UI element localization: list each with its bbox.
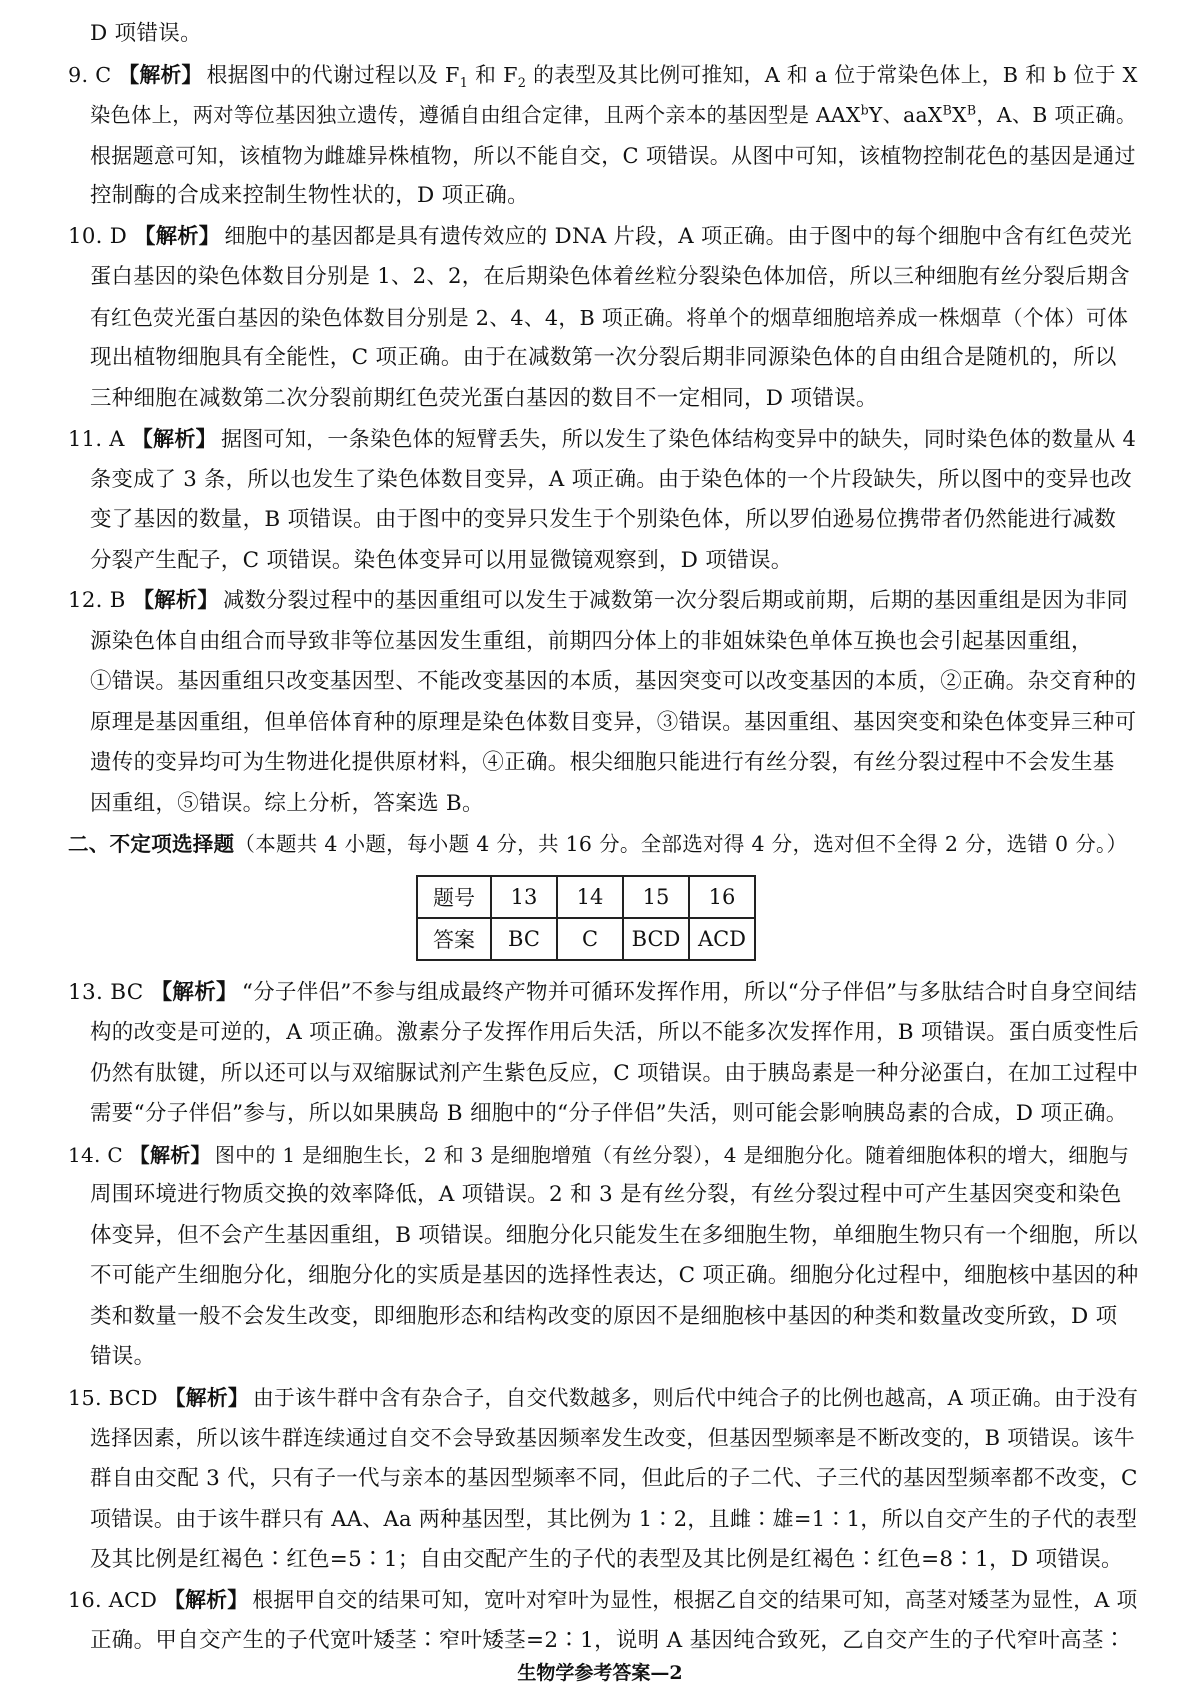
answer-table-row-numbers <box>417 876 755 918</box>
q10-line-4: 现出植物细胞具有全能性，C 项正确。由于在减数第一次分裂后期非同源染色体的自由组合是随机的，所以 <box>90 345 1117 370</box>
q15-line-4: 项错误。由于该牛群只有 AA、Aa 两种基因型，其比例为 1∶2，且雌∶雄=1∶1，所以自交产生的子代的表型 <box>90 1507 1138 1531</box>
q8-tail <box>68 14 1138 55</box>
q10-line-2: 蛋白基因的染色体数目分别是 1、2、2，在后期染色体着丝粒分裂染色体加倍，所以三种细胞有丝分裂后期含 <box>90 264 1130 289</box>
q13-text-1: “分子伴侣”不参与组成最终产物并可循环发挥作用，所以“分子伴侣”与多肽结合时自身空间结 <box>241 979 1138 1005</box>
q15-line-2: 选择因素，所以该牛群连续通过自交不会导致基因频率发生改变，但基因型频率是不断改变的，B 项错误。该牛 <box>90 1426 1136 1450</box>
q15-tag: 【解析】 <box>164 1385 249 1410</box>
q14-tag: 【解析】 <box>129 1142 211 1167</box>
q9-tag: 【解析】 <box>118 62 203 87</box>
q12-line-2: 源染色体自由组合而导致非等位基因发生重组，前期四分体上的非姐妹染色单体互换也会引起基因重组， <box>90 628 1093 654</box>
q11-line-2: 条变成了 3 条，所以也发生了染色体数目变异，A 项正确。由于染色体的一个片段缺失，所以图中的变异也改 <box>90 466 1132 492</box>
q15-number: 15. BCD <box>68 1385 158 1410</box>
q16-line-1 <box>68 1580 1138 1621</box>
table-cell-answer: BC <box>491 918 557 960</box>
q14-line-4: 不可能产生细胞分化，细胞分化的实质是基因的选择性表达，C 项正确。细胞分化过程中，细胞核中基因的种 <box>90 1263 1139 1288</box>
table-cell-number: 13 <box>491 876 557 918</box>
page-footer: 生物学参考答案—2 <box>517 1662 683 1684</box>
section-2-description: （本题共 4 小题，每小题 4 分，共 16 分。全部选对得 4 分，选对但不全得 2 分，选错 0 分。） <box>234 832 1128 856</box>
q9-sup-2: B <box>942 102 953 118</box>
answer-table-row-answers <box>417 918 755 960</box>
q10-text-1: 细胞中的基因都是具有遗传效应的 DNA 片段，A 项正确。由于图中的每个细胞中含有红色荧光 <box>224 223 1132 249</box>
q15-line-5: 及其比例是红褐色∶红色=5∶1；自由交配产生的子代的表型及其比例是红褐色∶红色=8∶1，D 项错误。 <box>90 1546 1123 1572</box>
q15-line-1 <box>68 1378 1138 1419</box>
q15-line-3: 群自由交配 3 代，只有子一代与亲本的基因型频率不同，但此后的子二代、子三代的基因型频率都不改变，C <box>90 1465 1138 1491</box>
q12-line-1 <box>68 581 1138 622</box>
q11-line-4: 分裂产生配子，C 项错误。染色体变异可以用显微镜观察到，D 项错误。 <box>90 547 793 573</box>
q13-tag: 【解析】 <box>150 979 238 1005</box>
q14-number: 14. C <box>68 1142 123 1167</box>
q9-text-1a: 根据图中的代谢过程以及 F <box>206 62 460 87</box>
q13-line-1 <box>68 973 1138 1014</box>
q11-tag: 【解析】 <box>131 426 217 451</box>
q13-number: 13. BC <box>68 979 144 1005</box>
q14-line-3: 体变异，但不会产生基因重组，B 项错误。细胞分化只能发生在多细胞生物，单细胞生物只有一个细胞，所以 <box>90 1222 1138 1248</box>
q11-text-1: 据图可知，一条染色体的短臂丢失，所以发生了染色体结构变异中的缺失，同时染色体的数量从 4 <box>220 427 1137 451</box>
q11-number: 11. A <box>68 427 125 451</box>
q9-line-3: 根据题意可知，该植物为雌雄异株植物，所以不能自交，C 项错误。从图中可知，该植物控制花色的基因是通过 <box>90 143 1136 168</box>
q14-text-1: 图中的 1 是细胞生长，2 和 3 是细胞增殖（有丝分裂），4 是细胞分化。随着细胞体积的增大，细胞与 <box>214 1142 1130 1167</box>
q13-line-3: 仍然有肽键，所以还可以与双缩脲试剂产生紫色反应，C 项错误。由于胰岛素是一种分泌蛋白，在加工过程中 <box>90 1060 1139 1086</box>
q9-line-1 <box>68 55 1138 96</box>
q9-text-1b: 和 F <box>468 62 518 87</box>
q14-line-2: 周围环境进行物质交换的效率降低，A 项错误。2 和 3 是有丝分裂，有丝分裂过程中可产生基因突变和染色 <box>90 1182 1122 1207</box>
q12-text-1: 减数分裂过程中的基因重组可以发生于减数第一次分裂后期或前期，后期的基因重组是因为非同 <box>222 588 1129 613</box>
q11-line-1 <box>68 419 1138 460</box>
q9-text-2c: X <box>952 103 967 127</box>
q9-text-2b: Y、aaX <box>868 103 943 127</box>
q9-line-4: 控制酶的合成来控制生物性状的，D 项正确。 <box>90 183 529 208</box>
q16-line-2: 正确。甲自交产生的子代宽叶矮茎∶窄叶矮茎=2∶1，说明 A 基因纯合致死，乙自交产生的子代窄叶高茎∶ <box>90 1627 1126 1653</box>
q9-text-2d: ，A、B 项正确。 <box>976 103 1137 127</box>
q14-line-6: 错误。 <box>90 1344 156 1369</box>
table-label-answer: 答案 <box>417 918 491 960</box>
answer-document <box>68 14 1138 1661</box>
q13-line-2: 构的改变是可逆的，A 项正确。激素分子发挥作用后失活，所以不能多次发挥作用，B 项错误。蛋白质变性后 <box>90 1020 1139 1045</box>
q16-tag: 【解析】 <box>164 1588 249 1612</box>
q11-line-3: 变了基因的数量，B 项错误。由于图中的变异只发生于个别染色体，所以罗伯逊易位携带者仍然能进行减数 <box>90 507 1117 532</box>
q10-line-1 <box>68 217 1138 258</box>
q15-text-1: 由于该牛群中含有杂合子，自交代数越多，则后代中纯合子的比例也越高，A 项正确。由于没有 <box>252 1385 1139 1410</box>
q12-line-3: ①错误。基因重组只改变基因型、不能改变基因的本质，基因突变可以改变基因的本质，②正确。杂交育种的 <box>90 669 1137 694</box>
section-2-title: 二、不定项选择题 <box>68 832 235 856</box>
table-cell-answer: BCD <box>623 918 689 960</box>
q10-line-5: 三种细胞在减数第二次分裂前期红色荧光蛋白基因的数目不一定相同，D 项错误。 <box>90 385 878 411</box>
table-cell-answer: ACD <box>689 918 755 960</box>
q14-line-5: 类和数量一般不会发生改变，即细胞形态和结构改变的原因不是细胞核中基因的种类和数量改变所致，D 项 <box>90 1303 1118 1329</box>
q12-line-6: 因重组，⑤错误。综上分析，答案选 B。 <box>90 790 484 816</box>
q12-tag: 【解析】 <box>132 588 219 613</box>
q10-number: 10. D <box>68 223 128 249</box>
q9-text-1c: 的表型及其比例可推知，A 和 a 位于常染色体上，B 和 b 位于 X <box>526 62 1138 87</box>
q9-text-2a: 染色体上，两对等位基因独立遗传，遵循自由组合定律，且两个亲本的基因型是 AAX <box>90 103 861 127</box>
q12-number: 12. B <box>68 588 126 613</box>
q9-sup-1: b <box>860 102 869 118</box>
section-2-heading <box>68 824 1138 865</box>
q9-sub-1: 1 <box>459 75 469 91</box>
table-cell-answer: C <box>557 918 623 960</box>
q9-sup-3: B <box>966 102 977 118</box>
table-label-number: 题号 <box>417 876 491 918</box>
q9-number: 9. C <box>68 62 112 87</box>
q9-line-2 <box>68 95 1138 136</box>
table-cell-number: 15 <box>623 876 689 918</box>
q10-tag: 【解析】 <box>134 223 221 249</box>
q10-line-3: 有红色荧光蛋白基因的染色体数目分别是 2、4、4，B 项正确。将单个的烟草细胞培养成一株烟草（个体）可体 <box>90 305 1129 330</box>
q13-line-4: 需要“分子伴侣”参与，所以如果胰岛 B 细胞中的“分子伴侣”失活，则可能会影响胰岛素的合成，D 项正确。 <box>90 1101 1128 1126</box>
answer-table <box>416 875 756 961</box>
table-cell-number: 14 <box>557 876 623 918</box>
q12-line-4: 原理是基因重组，但单倍体育种的原理是染色体数目变异，③错误。基因重组、基因突变和染色体变异三种可 <box>90 709 1137 735</box>
q16-number: 16. ACD <box>68 1588 158 1612</box>
q8-tail-text: D 项错误。 <box>90 21 202 46</box>
q9-sub-2: 2 <box>517 75 527 91</box>
q14-line-1 <box>68 1135 1138 1176</box>
q16-text-1: 根据甲自交的结果可知，宽叶对窄叶为显性，根据乙自交的结果可知，高茎对矮茎为显性，A 项 <box>252 1588 1138 1612</box>
table-cell-number: 16 <box>689 876 755 918</box>
q12-line-5: 遗传的变异均可为生物进化提供原材料，④正确。根尖细胞只能进行有丝分裂，有丝分裂过程中不会发生基 <box>90 750 1115 775</box>
